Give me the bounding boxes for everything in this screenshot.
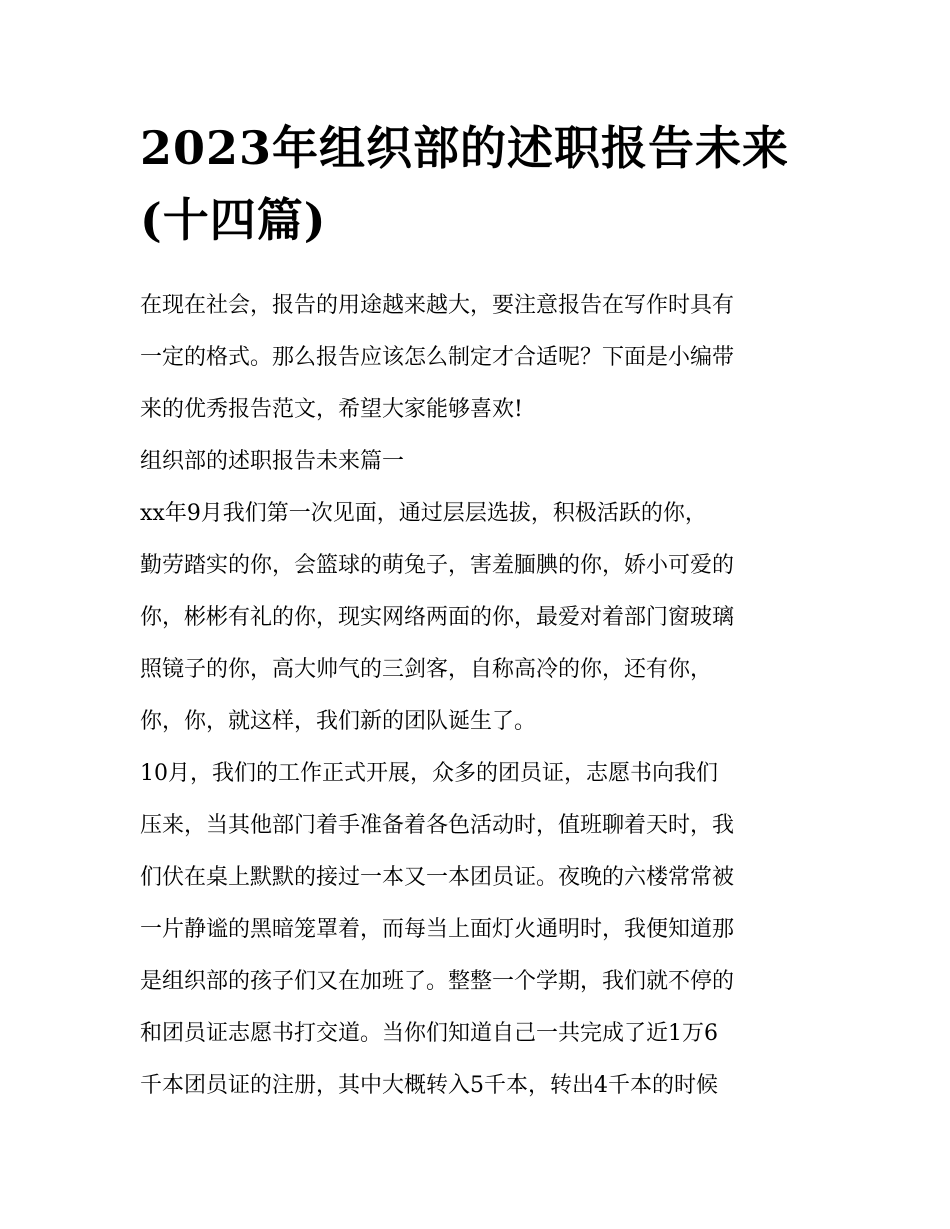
title-line-1: 2023年组织部的述职报告未来 — [140, 121, 790, 175]
text-line: 是组织部的孩子们又在加班了。整整一个学期，我们就不停的 — [140, 969, 735, 994]
text-line: 10月，我们的工作正式开展，众多的团员证，志愿书向我们 — [140, 761, 718, 786]
text-line: 照镜子的你，高大帅气的三剑客，自称高冷的你，还有你， — [140, 657, 713, 682]
text-line: 们伏在桌上默默的接过一本又一本团员证。夜晚的六楼常常被 — [140, 865, 735, 890]
text-line: 一片静谧的黑暗笼罩着，而每当上面灯火通明时，我便知道那 — [140, 917, 735, 942]
document-body — [140, 280, 820, 1112]
title-line-2: (十四篇) — [140, 193, 327, 247]
text-line: 和团员证志愿书打交道。当你们知道自己一共完成了近1万6 — [140, 1021, 718, 1046]
text-line: xx年9月我们第一次见面，通过层层选拔，积极活跃的你， — [140, 501, 707, 526]
text-line: 一定的格式。那么报告应该怎么制定才合适呢？下面是小编带 — [140, 345, 735, 370]
section-heading: 组织部的述职报告未来篇一 — [140, 449, 405, 474]
document-title — [140, 112, 820, 256]
text-line: 你，你，就这样，我们新的团队诞生了。 — [140, 709, 537, 734]
text-line: 在现在社会，报告的用途越来越大，要注意报告在写作时具有 — [140, 293, 735, 318]
text-line: 来的优秀报告范文，希望大家能够喜欢! — [140, 397, 523, 422]
text-line: 勤劳踏实的你，会篮球的萌兔子，害羞腼腆的你，娇小可爱的 — [140, 553, 735, 578]
text-line: 压来，当其他部门着手准备着各色活动时，值班聊着天时，我 — [140, 813, 735, 838]
text-line: 千本团员证的注册，其中大概转入5千本，转出4千本的时候 — [140, 1073, 718, 1098]
text-line: 你，彬彬有礼的你，现实网络两面的你，最爱对着部门窗玻璃 — [140, 605, 735, 630]
